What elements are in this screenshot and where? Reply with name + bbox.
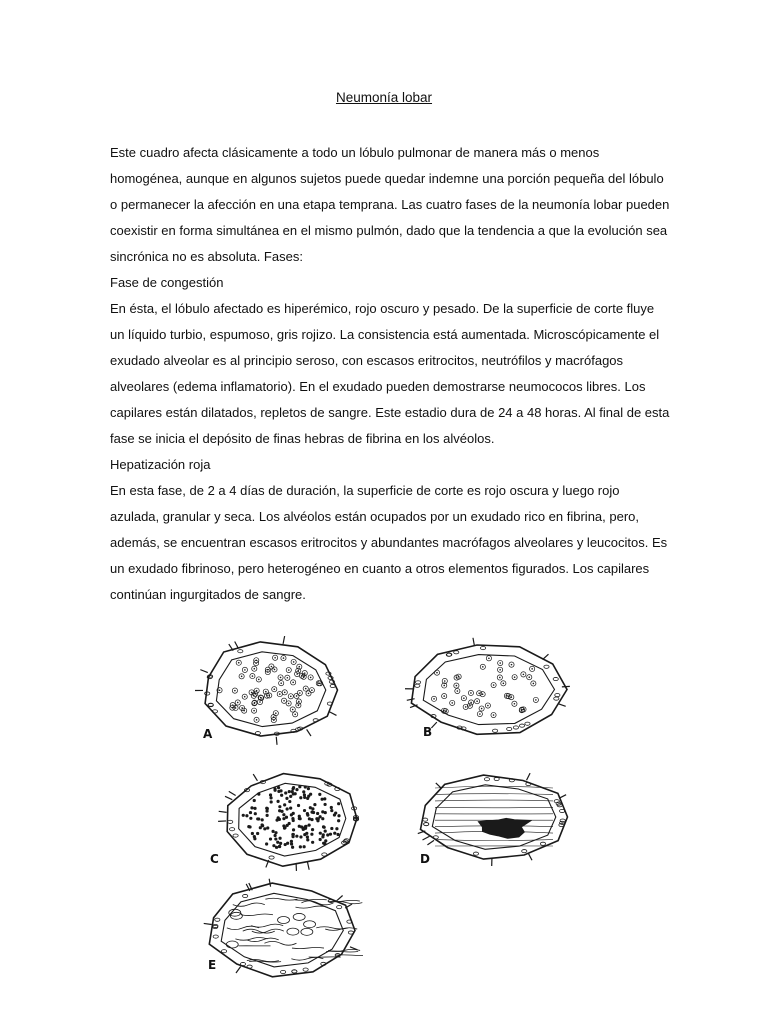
body-text <box>110 140 670 608</box>
figure-c-label: C <box>210 852 219 866</box>
section-heading-red-hepatization: Hepatización roja <box>110 457 211 472</box>
figure-e-drawing <box>203 878 363 983</box>
figure-a <box>195 635 345 745</box>
figure-e-label: E <box>208 958 217 972</box>
page-title: Neumonía lobar <box>335 90 433 105</box>
paragraph-intro: Este cuadro afecta clásicamente a todo un lóbulo pulmonar de manera más o menos homogénea, aunque en algunos sujetos puede quedar indemne una porción pequeña del lóbulo o permanecer la afección en una etapa temprana. Las cuatro fases de la neumonía lobar pueden coexistir en forma simultánea en el mismo pulmón, dado que la tendencia a que la evolución sea sincrónica no es absoluta. Fases: <box>110 145 670 264</box>
figure-b-label: B <box>423 725 433 739</box>
figure-d <box>413 768 575 866</box>
figure-e <box>203 878 363 983</box>
paragraph-congestion: En ésta, el lóbulo afectado es hiperémico, rojo oscuro y pesado. De la superficie de corte fluye un líquido turbio, espumoso, gris rojizo. La consistencia está aumentada. Microscópicamente el exudado alveolar es al principio seroso, con escasos eritrocitos, neutrófilos y macrófagos alveolares (edema inflamatorio). En el exudado pueden demostrarse neumococos libres. Los capilares están dilatados, repletos de sangre. Este estadio dura de 24 a 48 horas. Al final de esta fase se inicia el depósito de finas hebras de fibrina en los alvéolos. <box>110 301 670 446</box>
section-heading-congestion: Fase de congestión <box>110 275 224 290</box>
figure-c-drawing <box>218 766 368 871</box>
figure-d-label: D <box>420 852 430 866</box>
figure-a-label: A <box>203 727 213 741</box>
paragraph-red-hepatization: En esta fase, de 2 a 4 días de duración, la superficie de corte es rojo oscura y luego rojo azulada, granular y seca. Los alvéolos están ocupados por un exudado rico en fibrina, pero, además, se encuentran escasos eritrocitos y abundantes macrófagos alveolares y leucocitos. Es un exudado fibrinoso, pero heterogéneo en cuanto a otros elementos figurados. Los capilares continúan ingurgitados de sangre. <box>110 483 668 602</box>
figure-c <box>218 766 368 871</box>
figure-d-drawing <box>413 768 575 866</box>
figure-a-drawing <box>195 635 345 745</box>
